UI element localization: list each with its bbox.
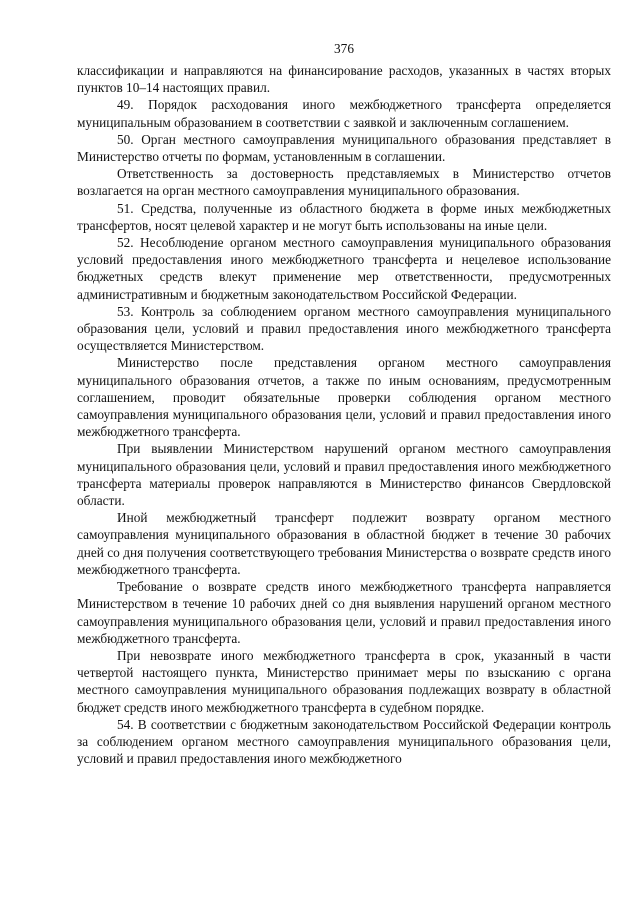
paragraph-continuation: классификации и направляются на финансирование расходов, указанных в частях вторых пунктов 10–14 настоящих правил.	[77, 63, 611, 96]
paragraph-49: 49. Порядок расходования иного межбюджетного трансферта определяется муниципальным образованием в соответствии с заявкой и заключенным соглашением.	[77, 97, 611, 130]
paragraph-53-violations: При выявлении Министерством нарушений органом местного самоуправления муниципального образования цели, условий и правил предоставления иного межбюджетного трансферта материалы проверок направляются в Министерство финансов Свердловской области.	[77, 441, 611, 509]
paragraph-50-responsibility: Ответственность за достоверность представляемых в Министерство отчетов возлагается на орган местного самоуправления муниципального образования.	[77, 166, 611, 199]
paragraph-54: 54. В соответствии с бюджетным законодательством Российской Федерации контроль за соблюдением органом местного самоуправления муниципального образования цели, условий и правил предоставления иного межбюджетного	[77, 716, 611, 767]
paragraph-53-refund: Иной межбюджетный трансферт подлежит возврату органом местного самоуправления муниципального образования в областной бюджет в течение 30 рабочих дней со дня получения соответствующего требования Министерства о возврате средств иного межбюджетного трансферта.	[77, 510, 611, 577]
paragraph-52: 52. Несоблюдение органом местного самоуправления муниципального образования условий предоставления иного межбюджетного трансферта и нецелевое использование бюджетных средств влекут применение мер ответственности, предусмотренных административным и бюджетным законодательством Российской Федерации.	[77, 235, 611, 302]
paragraph-53-refund-demand: Требование о возврате средств иного межбюджетного трансферта направляется Министерством в течение 10 рабочих дней со дня выявления нарушений органом местного самоуправления муниципального образования цели, условий и правил предоставления иного межбюджетного трансферта.	[77, 579, 611, 646]
paragraph-51: 51. Средства, полученные из областного бюджета в форме иных межбюджетных трансфертов, носят целевой характер и не могут быть использованы на иные цели.	[77, 200, 611, 233]
paragraph-53-inspections: Министерство после представления органом местного самоуправления муниципального образования отчетов, а также по иным основаниям, предусмотренным соглашением, проводит обязательные проверки соблюдения органом местного самоуправления муниципального образования цели, условий и правил предоставления иного межбюджетного трансферта.	[77, 355, 611, 440]
paragraph-53-court-recovery: При невозврате иного межбюджетного трансферта в срок, указанный в части четвертой настоящего пункта, Министерство принимает меры по взысканию с органа местного самоуправления муниципального образования подлежащих возврату в областной бюджет средств иного межбюджетного трансферта в судебном порядке.	[77, 647, 611, 715]
paragraph-53: 53. Контроль за соблюдением органом местного самоуправления муниципального образования цели, условий и правил предоставления иного межбюджетного трансферта осуществляется Министерством.	[77, 303, 611, 354]
page-number: 376	[334, 41, 354, 56]
paragraph-50: 50. Орган местного самоуправления муниципального образования представляет в Министерство отчеты по формам, установленным в соглашении.	[77, 131, 611, 165]
